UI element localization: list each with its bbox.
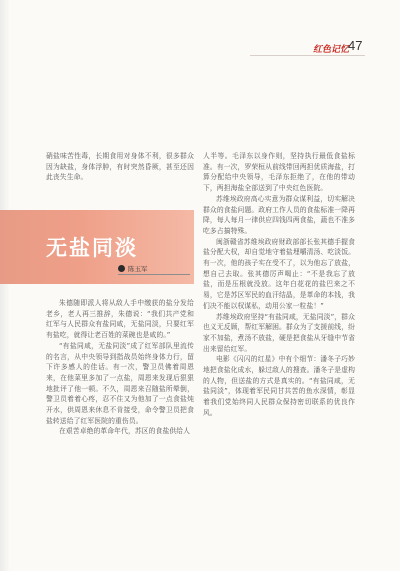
header-rule xyxy=(250,55,365,56)
author-name: 陈玉军 xyxy=(128,265,148,273)
byline xyxy=(118,264,148,273)
section-tag: 红色记忆 xyxy=(313,45,350,55)
paragraph: 朱德随即派人将从敌人手中缴获的盐分发给老乡，老人再三推辞，朱德说：“我们共产党和红军与人民群众有盐同咸，无盐同淡，只要红军有盐吃，就得让老百姓的菜碗也是咸的。” xyxy=(46,299,194,340)
left-column xyxy=(46,298,194,437)
paragraph: 电影《闪闪的红星》中有个细节：潘冬子巧妙地把食盐化成水，躲过敌人的搜查。潘冬子是虚构的人物，但送盐的方式是真实的。“有盐同咸，无盐同淡”，体现着军民同甘共苦的鱼水深情，彰显着我们党始终同人民群众保持密切联系的优良作风。 xyxy=(203,355,355,417)
page-spine-shadow xyxy=(0,0,10,571)
paragraph: 苏维埃政府坚持“有盐同咸，无盐同淡”，群众也义无反顾，帮红军解困。群众为了支援前线，纷家不加盐，煮汤不放盐，硬是把食盐从牙缝中节省出来留给红军。 xyxy=(203,312,355,353)
right-column xyxy=(203,151,355,419)
paragraph: 硝盐味苦性毒，长期食用对身体不利，很多群众因为缺盐，身体浮肿，有时突然昏厥，甚至还因此丧失生命。 xyxy=(46,152,194,182)
paragraph: 闽浙赣省苏维埃政府财政部部长张其德手握食盐分配大权，却自觉地守着盐埋嚼清汤、吃淡饭。有一次，他的孩子实在受不了，以为他忘了放盐，想自己去取。张其德厉声喝止：“不是我忘了放盐，而是压根就没放。这年白花花的盐巴来之不易，它是苏区军民的血汗结晶，是革命的本钱，我们决不能以权谋私，动用公家一粒盐！” xyxy=(203,237,355,310)
paragraph: 人半等。毛泽东以身作则，坚持执行最低食盐标准。有一次，罗荣桓从前线带回两担优质海盐，打算分配给中央领导，毛泽东拒绝了，在他的带动下，两担海盐全部送到了中央红色医院。 xyxy=(203,152,355,193)
byline-rule xyxy=(118,274,190,275)
left-column-top xyxy=(46,151,194,183)
paragraph: 在艰苦卓绝的革命年代，苏区的食盐供给人 xyxy=(59,427,191,436)
page-number: 47 xyxy=(348,38,363,53)
author-icon xyxy=(118,265,125,272)
paragraph: 苏维埃政府高心实意为群众谋利益，切实解决群众的食盐问题。政府工作人员的食盐标准一降再降，每人每月一律供应四钱四两食盐，蔬也不准多吃多占搞特殊。 xyxy=(203,194,355,235)
article-title: 无盐同淡 xyxy=(46,236,138,260)
paragraph: “有盐同咸，无盐同淡”成了红军部队里流传的名言，从中央领导到指战员始终身体力行，留下许多感人的佳话。有一次，警卫员佛着周恩来，在他菜里多加了一点盐，周恩来发现后狠狠地批评了他一顿。不久，周恩来召随盐所晕倒，警卫员着着心疼，忍不住又为他加了一点食盐炖开水，供周恩来休息不肯接受，命令警卫员把食盐转送给了红军医院的重伤员。 xyxy=(46,341,194,425)
